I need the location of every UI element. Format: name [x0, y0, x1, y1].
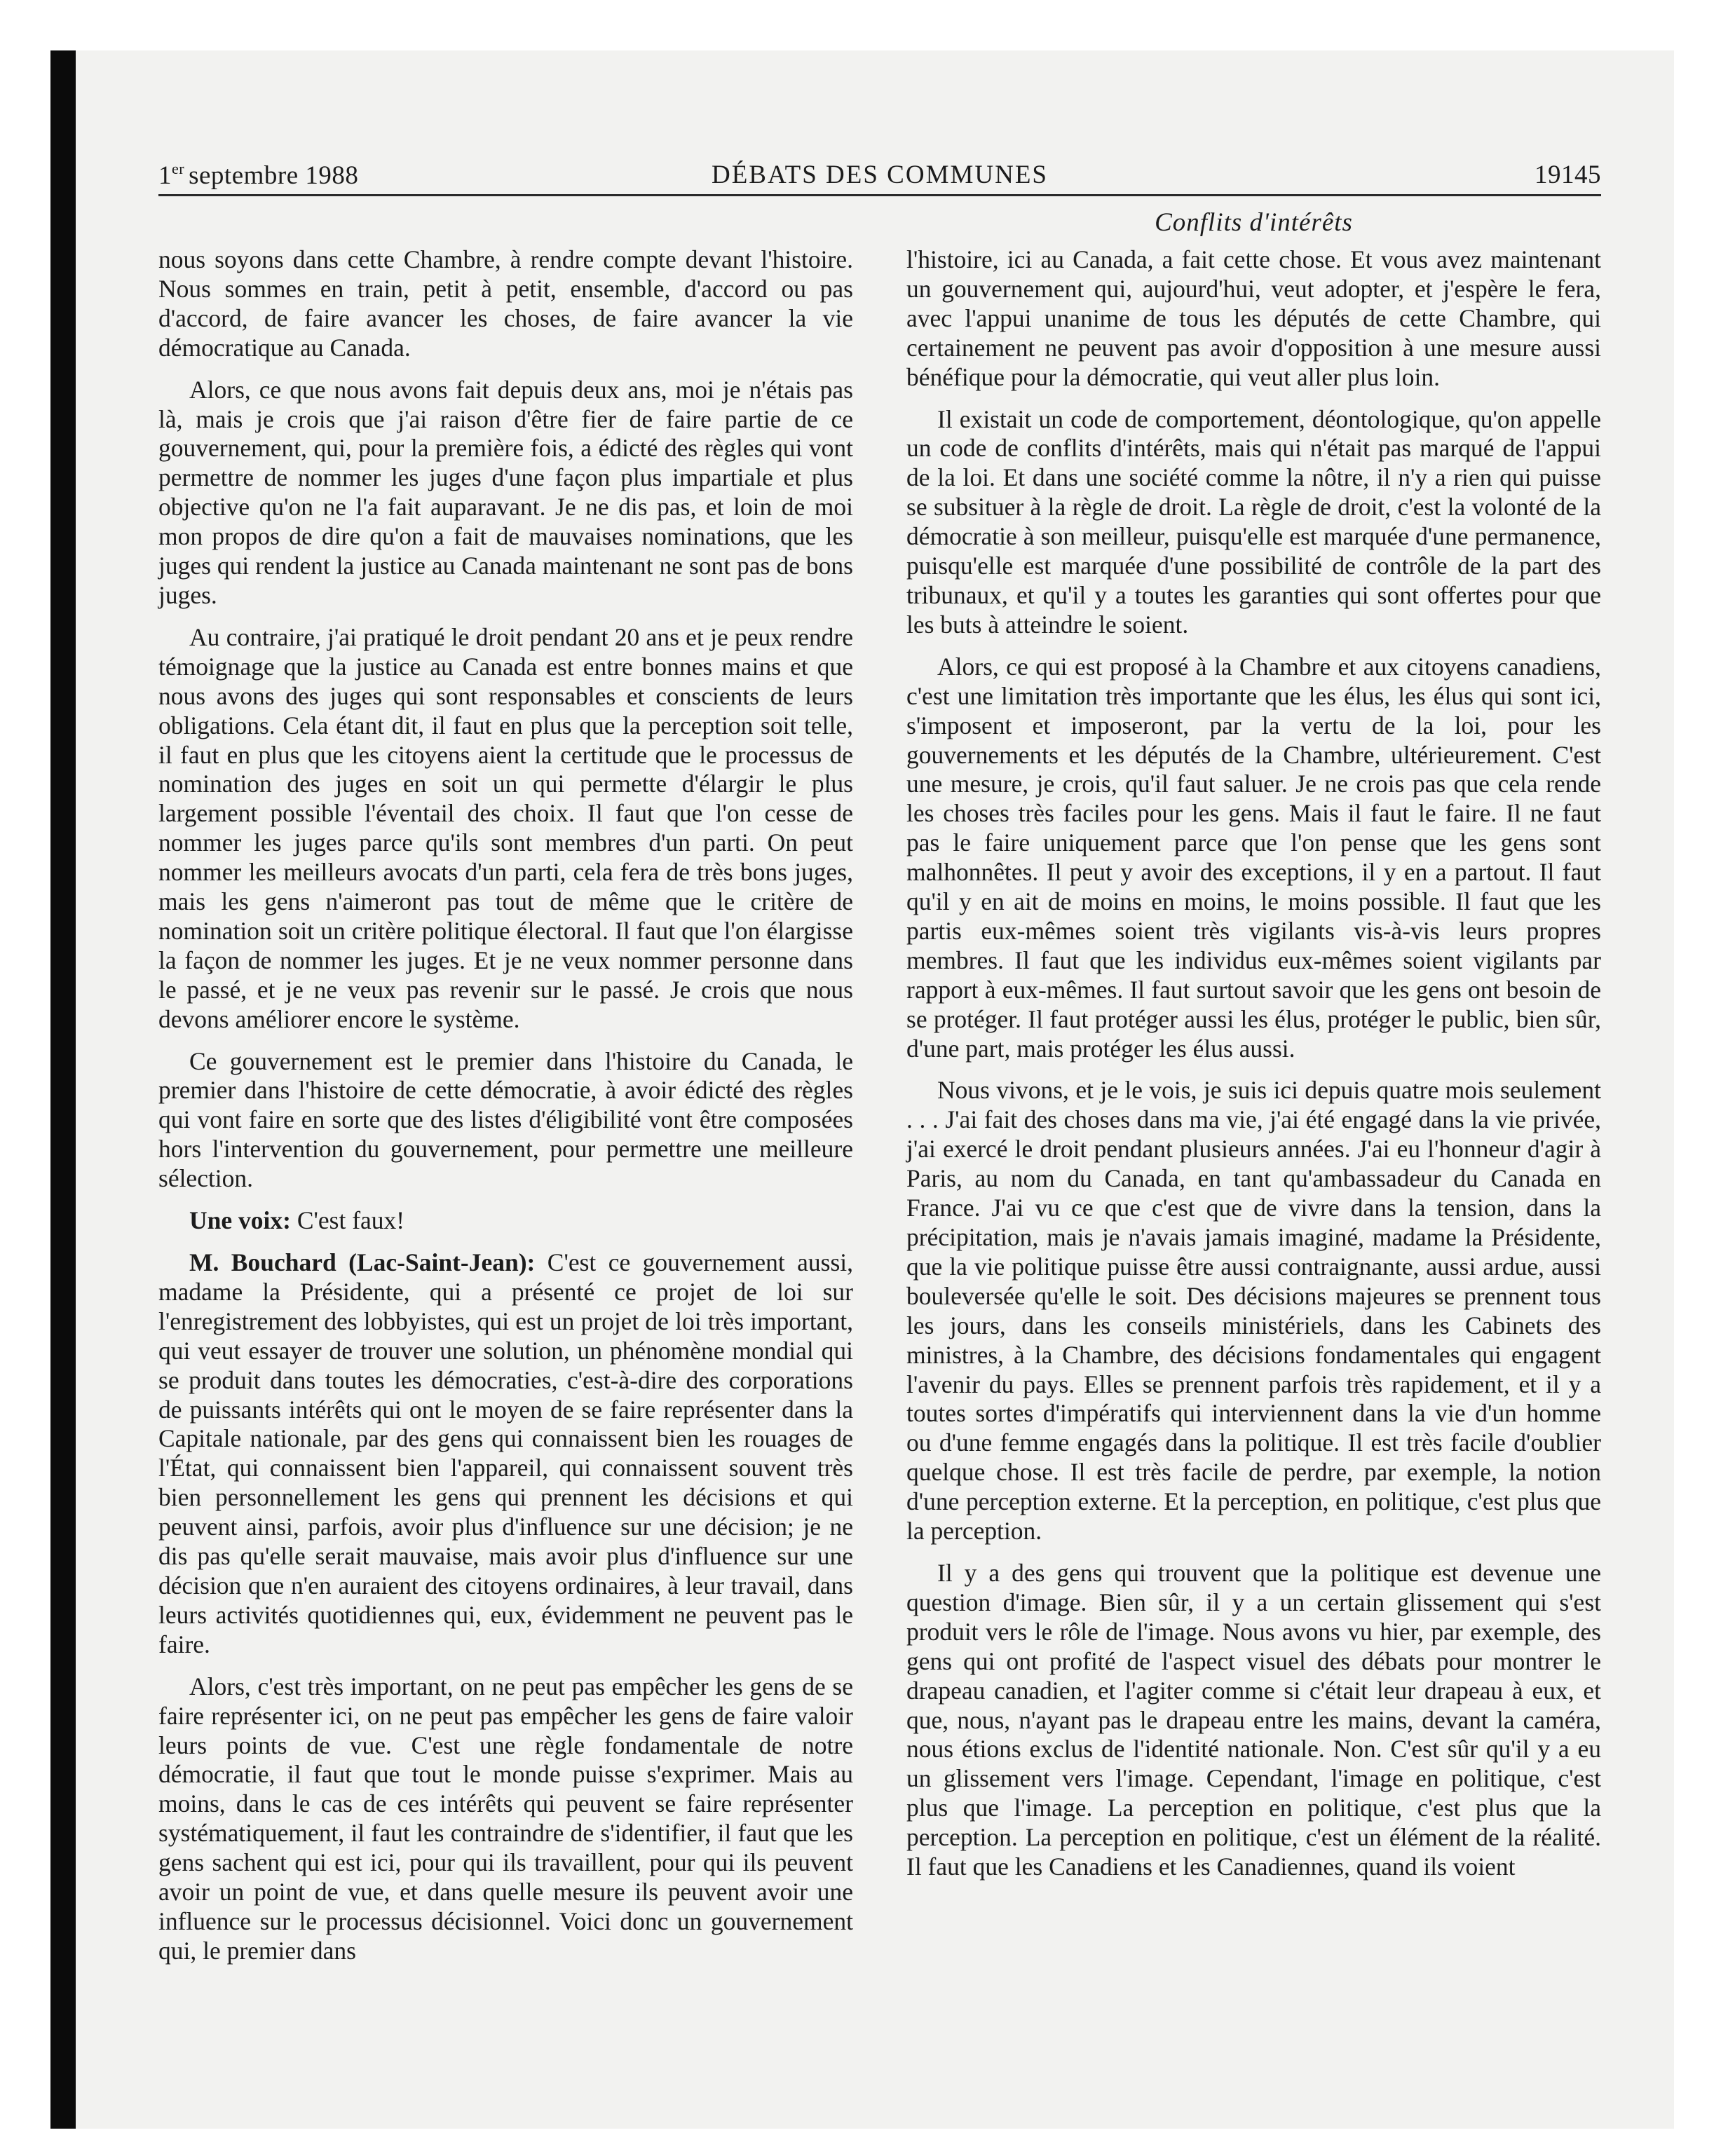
- paragraph-text: Alors, ce que nous avons fait depuis deux ans, moi je n'étais pas là, mais je crois que j'ai raison d'être fier de faire partie de ce gouvernement, qui, pour la première fois, a édicté des règles qui vont permettre de nommer les juges d'une façon plus impartiale et plus objective qu'on ne l'a fait auparavant. Je ne dis pas, et loin de moi mon propos de dire qu'on a fait de mauvaises nominations, que les juges qui rendent la justice au Canada maintenant ne sont pas de bons juges.: [158, 375, 853, 609]
- paragraph-text: C'est ce gouvernement aussi, madame la Présidente, qui a présenté ce projet de loi sur l'enregistrement des lobbyistes, qui est un projet de loi très important, qui veut essayer de trouver une solution, un phénomène mondial qui se produit dans toutes les démocraties, c'est-à-dire des corporations de puissants intérêts qui ont le moyen de se faire représenter dans la Capitale nationale, par des gens qui connaissent bien les rouages de l'État, qui connaissent bien l'appareil, qui connaissent souvent très bien personnellement les gens qui prennent les décisions et qui peuvent ainsi, parfois, avoir plus d'influence sur une décision; je ne dis pas qu'elle serait mauvaise, mais avoir plus d'influence sur une décision que n'en auraient des citoyens ordinaires, à leur travail, dans leurs activités quotidiennes qui, eux, évidemment ne peuvent pas le faire.: [158, 1248, 853, 1658]
- paragraph-text: C'est faux!: [297, 1206, 405, 1235]
- paragraph-text: Nous vivons, et je le vois, je suis ici depuis quatre mois seulement . . . J'ai fait des choses dans ma vie, j'ai été engagé dans la vie privée, j'ai exercé le droit pendant plusieurs années. J'ai eu l'honneur d'agir à Paris, au nom du Canada, en tant qu'ambassadeur du Canada en France. J'ai vu ce que c'est que de vivre dans la tension, dans la précipitation, mais je n'avais jamais imaginé, madame la Présidente, que la vie politique puisse être aussi contraignante, aussi ardue, aussi bouleversée qu'elle le soit. Des décisions majeures se prennent tous les jours, dans les conseils ministériels, dans les Cabinets des ministres, à la Chambre, des décisions fondamentales qui engagent l'avenir du pays. Elles se prennent parfois très rapidement, et il y a toutes sortes d'impératifs qui interviennent dans la vie d'un homme ou d'une femme engagés dans la politique. Il est très facile d'oublier quelque chose. Il est très facile de perdre, par exemple, la notion d'une perception externe. Et la perception, en politique, c'est plus que la perception.: [906, 1076, 1601, 1546]
- paragraph: [158, 1248, 853, 1660]
- paragraph-text: Au contraire, j'ai pratiqué le droit pendant 20 ans et je peux rendre témoignage que la justice au Canada est entre bonnes mains et que nous avons des juges qui sont responsables et conscients de leurs obligations. Cela étant dit, il faut en plus que la perception soit telle, il faut en plus que les citoyens aient la certitude que le processus de nomination des juges en soit un qui permette d'élargir le plus largement possible l'éventail des choix. Il faut que l'on cesse de nommer les juges parce qu'ils sont membres d'un parti. On peut nommer les meilleurs avocats d'un parti, cela fera de très bons juges, mais les gens n'aimeront pas tout de même que le critère de nomination soit un critère politique électoral. Il faut que l'on élargisse la façon de nommer les juges. Et je ne veux nommer personne dans le passé, et je ne veux pas revenir sur le passé. Je crois que nous devons améliorer encore le système.: [158, 622, 853, 1033]
- paragraph: [906, 405, 1601, 640]
- paragraph: [158, 245, 853, 363]
- paragraph: [906, 653, 1601, 1064]
- section-heading: Conflits d'intérêts: [1155, 208, 1353, 237]
- paragraph: [906, 1559, 1601, 1882]
- paragraph-text: Alors, c'est très important, on ne peut pas empêcher les gens de se faire représenter ici, on ne peut pas empêcher les gens de faire valoir leurs points de vue. C'est une règle fondamentale de notre démocratie, il faut que tout le monde puisse s'exprimer. Mais au moins, dans le cas de ces intérêts qui peuvent se faire représenter systématiquement, il faut les contraindre de s'identifier, il faut que les gens sachent qui est ici, pour qui ils travaillent, pour qui ils peuvent avoir un point de vue, et dans quelle mesure ils peuvent avoir une influence sur le processus décisionnel. Voici donc un gouvernement qui, le premier dans: [158, 1672, 853, 1965]
- paragraph-text: Ce gouvernement est le premier dans l'histoire du Canada, le premier dans l'histoire de cette démocratie, à avoir édicté des règles qui vont faire en sorte que des listes d'éligibilité vont être composées hors l'intervention du gouvernement, pour permettre une meilleure sélection.: [158, 1046, 853, 1193]
- left-column: [158, 245, 853, 2072]
- paragraph-text: nous soyons dans cette Chambre, à rendre compte devant l'histoire. Nous sommes en train, petit à petit, ensemble, d'accord ou pas d'accord, de faire avancer les choses, de faire avancer la vie démocratique au Canada.: [158, 245, 853, 362]
- paragraph: [158, 623, 853, 1035]
- right-column: [906, 245, 1601, 2072]
- running-header: [158, 160, 1601, 191]
- speaker-name: M. Bouchard (Lac-Saint-Jean):: [189, 1248, 536, 1276]
- binding-edge: [50, 50, 76, 2129]
- paragraph: [906, 245, 1601, 393]
- paragraph-text: Il y a des gens qui trouvent que la politique est devenue une question d'image. Bien sûr, il y a un certain glissement qui s'est produit vers le rôle de l'image. Nous avons vu hier, par exemple, des gens qui ont profité de l'aspect visuel des débats pour montrer le drapeau canadien, et l'agiter comme si c'était leur drapeau à eux, et que, nous, n'ayant pas le drapeau entre les mains, devant la caméra, nous étions exclus de l'identité nationale. Non. C'est sûr qu'il y a eu un glissement vers l'image. Cependant, l'image en politique, c'est plus que l'image. La perception en politique, c'est plus que la perception. La perception en politique, c'est un élément de la réalité. Il faut que les Canadiens et les Canadiennes, quand ils voient: [906, 1558, 1601, 1881]
- speaker-name: Une voix:: [189, 1206, 291, 1235]
- paragraph: [158, 1672, 853, 1966]
- paragraph-text: Il existait un code de comportement, déontologique, qu'on appelle un code de conflits d'intérêts, mais qui n'était pas marqué de l'appui de la loi. Et dans une société comme la nôtre, il n'y a rien qui puisse se subsituer à la règle de droit. La règle de droit, c'est la volonté de la démocratie à son meilleur, puisqu'elle est marquée d'une permanence, puisqu'elle est marquée d'une possibilité de contrôle de la part des tribunaux, et qu'il y a toutes les garanties qui sont offertes pour que les buts à atteindre le soient.: [906, 404, 1601, 639]
- paragraph: [158, 376, 853, 610]
- hansard-page: [158, 0, 1601, 2156]
- paragraph-text: l'histoire, ici au Canada, a fait cette chose. Et vous avez maintenant un gouvernement qui, aujourd'hui, veut adopter, et j'espère le fera, avec l'appui unanime de tous les députés de cette Chambre, qui certainement ne peuvent pas avoir d'opposition à une mesure aussi bénéfique pour la démocratie, qui veut aller plus loin.: [906, 245, 1601, 391]
- paragraph-text: Alors, ce qui est proposé à la Chambre et aux citoyens canadiens, c'est une limitation très importante que les élus, les élus qui sont ici, s'imposent et imposeront, par la vertu de la loi, pour les gouvernements et les députés de la Chambre, ultérieurement. C'est une mesure, je crois, qu'il faut saluer. Je ne crois pas que cela rende les choses très faciles pour les gens. Mais il faut le faire. Il ne faut pas le faire uniquement parce que l'on pense que les gens sont malhonnêtes. Il peut y avoir des exceptions, il y en a partout. Il faut qu'il y en ait de moins en moins, le moins possible. Il faut que les partis eux-mêmes soient très vigilants vis-à-vis leurs propres membres. Il faut que les individus eux-mêmes soient vigilants par rapport à eux-mêmes. Il faut surtout savoir que les gens ont besoin de se protéger. Il faut protéger aussi les élus, protéger le public, bien sûr, d'une part, mais protéger les élus aussi.: [906, 652, 1601, 1063]
- publication-title: DÉBATS DES COMMUNES: [711, 161, 1048, 189]
- paragraph: [906, 1076, 1601, 1546]
- date-day: 1: [158, 161, 172, 190]
- header-rule: [158, 194, 1601, 196]
- date-superscript: er: [172, 160, 185, 177]
- date-rest: septembre 1988: [189, 161, 359, 190]
- paragraph: [158, 1206, 853, 1236]
- paragraph: [158, 1047, 853, 1194]
- page-number: 19145: [1535, 161, 1601, 189]
